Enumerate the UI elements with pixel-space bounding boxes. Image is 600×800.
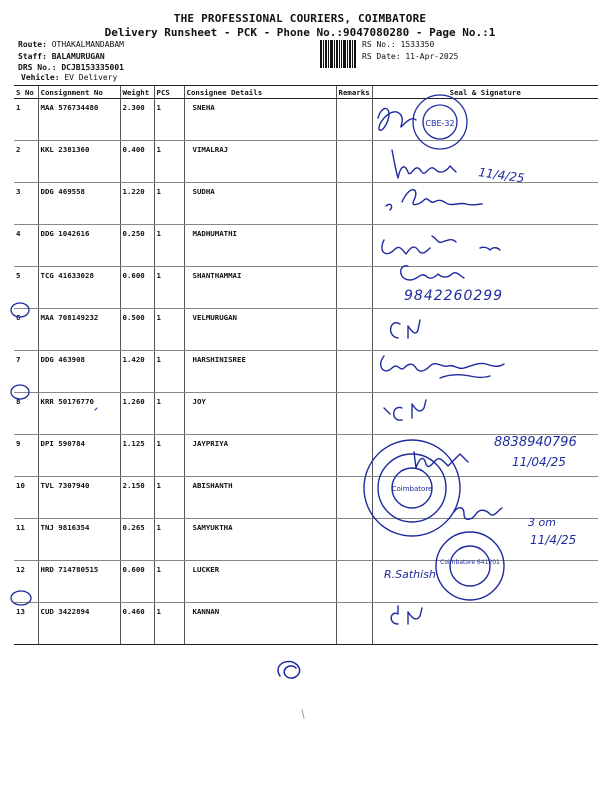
barcode (320, 40, 356, 68)
cell-signature (372, 393, 598, 435)
cell-weight: 2.150 (120, 477, 154, 519)
table-row (14, 477, 598, 519)
cell-consignment: MAA 576734480 (38, 99, 120, 141)
cell-sno: 6 (14, 309, 38, 351)
bottom-scribble (278, 661, 300, 678)
table-row (14, 267, 598, 309)
cell-remarks (336, 225, 372, 267)
cell-pcs: 1 (154, 183, 184, 225)
table-row (14, 225, 598, 267)
cell-remarks (336, 267, 372, 309)
vehicle-value: EV Delivery (64, 73, 118, 82)
cell-weight: 0.265 (120, 519, 154, 561)
cell-remarks (336, 351, 372, 393)
cell-pcs: 1 (154, 309, 184, 351)
cell-pcs: 1 (154, 141, 184, 183)
vehicle-label: Vehicle: (21, 73, 60, 82)
cell-consignee: HARSHINISREE (184, 351, 336, 393)
stamp-3-text: Coimbatore 641201 (440, 559, 500, 566)
cell-remarks (336, 477, 372, 519)
stamp-2-text: Coimbatore (391, 485, 433, 493)
col-consignment: Consignment No (38, 86, 120, 99)
cell-signature (372, 519, 598, 561)
rs-no-value: 1533350 (400, 40, 435, 49)
company-title: THE PROFESSIONAL COURIERS, COIMBATORE (173, 12, 427, 25)
cell-consignee: SUDHA (184, 183, 336, 225)
date-row9: 11/04/25 (512, 455, 566, 469)
date-row2: 11/4/25 (477, 165, 526, 186)
cell-weight: 2.300 (120, 99, 154, 141)
cell-pcs: 1 (154, 561, 184, 603)
cell-consignee: SAMYUKTHA (184, 519, 336, 561)
cell-signature (372, 183, 598, 225)
cell-weight: 1.260 (120, 393, 154, 435)
cell-signature (372, 351, 598, 393)
cell-consignee: MADHUMATHI (184, 225, 336, 267)
rs-no-line (362, 40, 434, 50)
cell-sno: 4 (14, 225, 38, 267)
staff-line (18, 52, 105, 62)
cell-remarks (336, 393, 372, 435)
cell-consignment: CUD 3422894 (38, 603, 120, 645)
vehicle-line (21, 73, 117, 83)
phone-row9: 8838940796 (494, 435, 577, 450)
rs-date-line (362, 52, 458, 62)
runsheet-table (14, 85, 598, 645)
cell-consignment: TVL 7307940 (38, 477, 120, 519)
cell-weight: 0.600 (120, 267, 154, 309)
cell-consignment: KKL 2381360 (38, 141, 120, 183)
cell-remarks (336, 141, 372, 183)
drs-line (18, 63, 124, 73)
route-line (18, 40, 124, 50)
time-row11: 3 om (528, 516, 556, 529)
cell-consignment: MAA 708149232 (38, 309, 120, 351)
cell-weight: 0.500 (120, 309, 154, 351)
cell-consignee: JOY (184, 393, 336, 435)
cell-consignee: VIMALRAJ (184, 141, 336, 183)
cell-weight: 0.460 (120, 603, 154, 645)
cell-sno: 2 (14, 141, 38, 183)
cell-remarks (336, 435, 372, 477)
rs-date-value: 11-Apr-2025 (405, 52, 459, 61)
cell-sno: 7 (14, 351, 38, 393)
cell-pcs: 1 (154, 519, 184, 561)
cell-consignment: DDG 1042616 (38, 225, 120, 267)
cell-signature (372, 435, 598, 477)
table-row (14, 393, 598, 435)
cell-remarks (336, 99, 372, 141)
signature-row12: R.Sathish (384, 568, 436, 581)
cell-consignment: KRR 50176770 (38, 393, 120, 435)
table-row (14, 99, 598, 141)
table-row (14, 603, 598, 645)
col-sno: S No (14, 86, 38, 99)
cell-consignee: KANNAN (184, 603, 336, 645)
table-row (14, 351, 598, 393)
col-pcs: PCS (154, 86, 184, 99)
staff-label: Staff: (18, 52, 47, 61)
route-value: OTHAKALMANDABAM (51, 40, 124, 49)
cell-weight: 0.600 (120, 561, 154, 603)
cell-sno: 1 (14, 99, 38, 141)
date-row11: 11/4/25 (530, 533, 577, 547)
route-label: Route: (18, 40, 47, 49)
cell-consignee: ABISHANTH (184, 477, 336, 519)
cell-remarks (336, 519, 372, 561)
cell-pcs: 1 (154, 477, 184, 519)
drs-value: DCJB153335001 (61, 63, 124, 72)
cell-consignee: JAYPRIYA (184, 435, 336, 477)
cell-remarks (336, 183, 372, 225)
cell-weight: 1.125 (120, 435, 154, 477)
cell-consignment: DDG 469558 (38, 183, 120, 225)
cell-pcs: 1 (154, 351, 184, 393)
stamp-1-text: CBE-32 (425, 119, 455, 128)
cell-weight: 0.250 (120, 225, 154, 267)
table-row (14, 561, 598, 603)
table-header-row (14, 86, 598, 99)
drs-label: DRS No.: (18, 63, 57, 72)
col-signature: Seal & Signature (372, 86, 598, 99)
cell-signature (372, 477, 598, 519)
cell-weight: 0.400 (120, 141, 154, 183)
cell-consignment: DPI 590784 (38, 435, 120, 477)
phone-row5: 9842260299 (404, 288, 504, 304)
cell-sno: 11 (14, 519, 38, 561)
cell-signature (372, 225, 598, 267)
cell-consignment: HRD 714780515 (38, 561, 120, 603)
cell-signature (372, 603, 598, 645)
cell-consignment: TNJ 9816354 (38, 519, 120, 561)
cell-weight: 1.420 (120, 351, 154, 393)
cell-pcs: 1 (154, 99, 184, 141)
cell-remarks (336, 603, 372, 645)
cell-sno: 5 (14, 267, 38, 309)
cell-consignment: TCG 41633028 (38, 267, 120, 309)
col-consignee: Consignee Details (184, 86, 336, 99)
table-row (14, 183, 598, 225)
cell-pcs: 1 (154, 435, 184, 477)
cell-consignee: VELMURUGAN (184, 309, 336, 351)
table-row (14, 435, 598, 477)
cell-pcs: 1 (154, 267, 184, 309)
rs-date-label: RS Date: (362, 52, 401, 61)
table-row (14, 309, 598, 351)
col-weight: Weight (120, 86, 154, 99)
cell-consignment: DDG 463908 (38, 351, 120, 393)
cell-signature (372, 561, 598, 603)
cell-signature (372, 99, 598, 141)
staff-value: BALAMURUGAN (51, 52, 105, 61)
cell-sno: 9 (14, 435, 38, 477)
cell-pcs: 1 (154, 603, 184, 645)
cell-signature (372, 267, 598, 309)
bottom-tick (302, 710, 304, 718)
cell-sno: 13 (14, 603, 38, 645)
table-row (14, 141, 598, 183)
cell-weight: 1.220 (120, 183, 154, 225)
cell-sno: 8 (14, 393, 38, 435)
table-row (14, 519, 598, 561)
col-remarks: Remarks (336, 86, 372, 99)
cell-consignee: LUCKER (184, 561, 336, 603)
cell-pcs: 1 (154, 393, 184, 435)
cell-sno: 12 (14, 561, 38, 603)
cell-sno: 10 (14, 477, 38, 519)
cell-remarks (336, 309, 372, 351)
cell-signature (372, 309, 598, 351)
cell-pcs: 1 (154, 225, 184, 267)
cell-consignee: SHANTHAMMAI (184, 267, 336, 309)
rs-no-label: RS No.: (362, 40, 396, 49)
cell-sno: 3 (14, 183, 38, 225)
cell-remarks (336, 561, 372, 603)
cell-signature (372, 141, 598, 186)
cell-consignee: SNEHA (184, 99, 336, 141)
runsheet-subtitle: Delivery Runsheet - PCK - Phone No.:9047080280 - Page No.:1 (104, 26, 496, 39)
